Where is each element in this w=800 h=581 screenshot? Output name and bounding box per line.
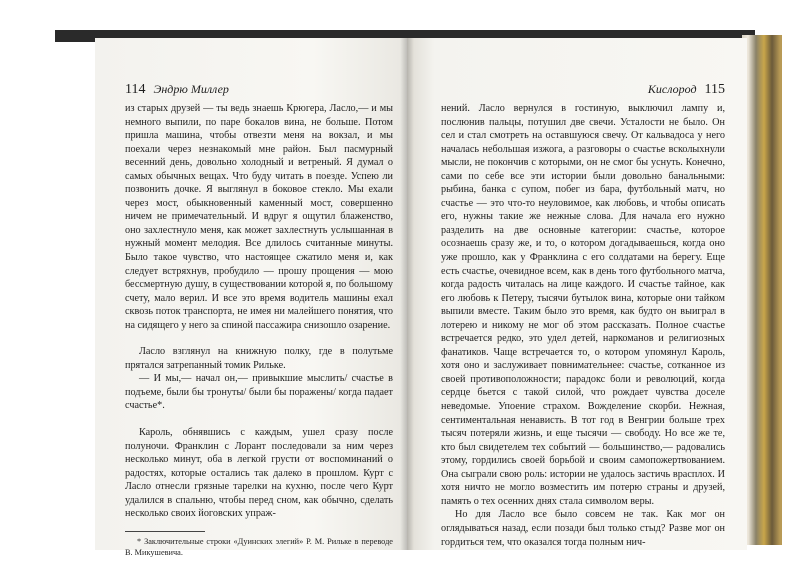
book-page-edges <box>742 35 782 545</box>
left-paragraph-1: из старых друзей — ты ведь знаешь Крюгера, Ласло,— и мы немного выпили, по паре бокалов вина, не больше. Потом пришла машина, чтобы отвезти меня на вокзал, и мы поехали через незнакомый мне район. Был пасмурный весенний день, довольно холодный и ветреный. Я думал о самых обычных вещах. Что буду читать в поезде. Успею ли позвонить дочке. Я выглянул в боковое стекло. Мы ехали через мост, обыкновенный каменный мост, совершенно ничем не примечательный. И вдруг я ощутил блаженство, оно захлестнуло меня, как может захлестнуть услышанная в нужный момент мелодия. Все длилось считанные минуты. Было такое чувство, что настоящее сжатило меня и, как следует встряхнув, пробудило — прошу прощения — мою бессмертную душу, в существовании которой я, по большому счету, мало верил. И все это время водитель машины ехал сквозь поток транспорта, не имея ни малейшего понятия, что на сидящего у него за спиной пассажира снизошло озарение. <box>125 103 393 331</box>
left-running-head <box>125 82 393 98</box>
left-running-title: Эндрю Миллер <box>153 82 229 96</box>
footnote-rule <box>125 531 205 532</box>
right-running-head <box>441 82 725 98</box>
left-paragraph-3: — И мы,— начал он,— привыкшие мыслить/ счастье в подъеме, были бы тронуты/ были бы поражены/ когда падает счастье*. <box>125 373 393 412</box>
left-paragraph-2: Ласло взглянул на книжную полку, где в полутьме прятался затрепанный томик Рильке. <box>125 346 393 371</box>
book-gutter <box>400 38 414 550</box>
right-page <box>407 38 747 550</box>
right-paragraph-1: нений. Ласло вернулся в гостиную, выключил лампу и, послюнив пальцы, потушил две свечи. Усталости не было. Он сел и стал смотреть на оставшуюся свечу. От кальвадоса у него началась небольшая изжога, а разговоры о счастье всколыхнули мысли, не покончив с которыми, он не смог бы уснуть. Конечно, сами по себе все эти истории были довольно банальными: рыбина, банка с супом, побег из бара, футбольный матч, но счастье — это что-то неуловимое, как любовь, и чтобы описать его, нужны такие же нежные слова. Для начала его нужно разделить на две основные категории: счастье, которое осознаешь сразу же, и то, о котором догадываешься, когда оно уже прошло, как у Франклина с его солдатами на берегу. Еще есть счастье, очевидное всем, как в день того футбольного матча, когда радость читалась на лице каждого. И счастье тайное, как его любовь к Петеру, тысячи бутылок вина, которые они тайком выпили вместе. Таким было это время, как будто он выиграл в лотерею и никому не мог об этом рассказать. Полное счастье встречается редко, это удел детей, наркоманов и религиозных фанатиков. Чаще встречается то, о котором упомянул Кароль, хотя оно и заслуживает повнимательнее: счастье, сотканное из своей противоположности; парадокс боли и революций, когда сердце бьется с такой силой, что рождает чувства доселе неведомые. Упоение страхом. Вожделение скорби. Нежная, сентиментальная ненависть. В тот год в Венгрии больше трех тысяч потеряли жизнь, и еще тысячи — свободу. Но все же те, кто был свидетелем тех событий — большинство,— радовались этому, гордились своей борьбой и своим самопожертвованием. Она сыграли свою роль: истории не удалось застичь врасплох. И хотя ничто не могло возместить им потерю страны и друзей, память о тех осенних днях стала символом веры. <box>441 103 725 507</box>
left-page-text <box>125 102 393 521</box>
right-page-text <box>441 102 725 549</box>
footnote: * Заключительные строки «Дуинских элегий» Р. М. Рильке в переводе В. Микушевича. <box>125 536 393 557</box>
left-paragraph-4: Кароль, обнявшись с каждым, ушел сразу после полуночи. Франклин с Лорант последовали за ним через несколько минут, оба в легкой грусти от воспоминаний о радостях, которые остались так далеко в прошлом. Курт с Ласло отнесли грязные тарелки на кухню, после чего Курт удалился в спальню, чтобы перед сном, как обычно, сделать несколько своих йоговских упраж- <box>125 427 393 520</box>
left-page <box>95 38 407 557</box>
right-page-number: 115 <box>704 82 725 97</box>
left-page-number: 114 <box>125 82 146 97</box>
right-running-title: Кислород <box>647 82 697 96</box>
right-paragraph-2: Но для Ласло все было совсем не так. Как мог он оглядываться назад, если позади был только стыд? Разве мог он гордиться тем, что оказался тогда полным нич- <box>441 509 725 548</box>
